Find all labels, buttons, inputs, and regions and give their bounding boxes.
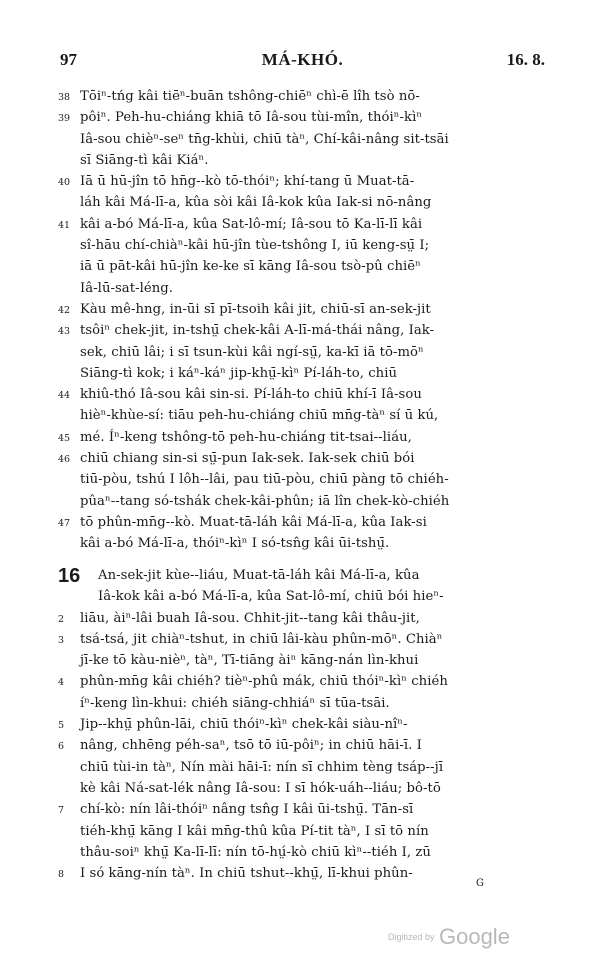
line-text: Iâ-lū-sat-léng. — [80, 280, 173, 296]
line-text: jī-ke tō kàu-nièⁿ, tàⁿ, Tī-tiāng àiⁿ kāng-nán lìn-khui — [80, 653, 419, 669]
text-line — [58, 608, 548, 629]
verse-number: 5 — [58, 720, 65, 732]
line-text: Siāng-tì kok; i káⁿ-káⁿ jip-khṳ̄-kìⁿ Pí-láh-to, chiū — [80, 365, 398, 381]
verse-number: 39 — [58, 113, 71, 125]
line-text: pôiⁿ. Peh-hu-chiáng khiā tō Iâ-sou tùi-mîn, thóiⁿ-kìⁿ — [80, 110, 423, 126]
verse-number: 43 — [58, 326, 71, 338]
chapter-verse-reference: 16. 8. — [506, 50, 545, 69]
verse-number: 7 — [58, 805, 65, 817]
text-line — [58, 469, 548, 490]
line-text: láh kâi Má-lī-a, kûa sòi kâi Iâ-kok kûa Iak-si nō-nâng — [80, 195, 432, 211]
line-text: kâi a-bó Má-lī-a, thóiⁿ-kìⁿ I só-tsn̂g kâi ūi-tshṳ̄. — [80, 536, 390, 552]
text-line — [58, 129, 548, 150]
text-line — [58, 735, 548, 756]
verse-number: 38 — [58, 92, 71, 103]
text-line — [58, 650, 548, 671]
verse-number: 3 — [58, 634, 65, 646]
verse-number: 45 — [58, 432, 71, 444]
line-text: sī Siāng-tì kâi Kiáⁿ. — [80, 152, 209, 168]
text-line — [58, 693, 548, 714]
text-line — [58, 299, 548, 320]
line-text: iā ū pāt-kâi hū-jîn ke-ke sī kāng Iâ-sou tsò-pû chiēⁿ — [80, 259, 421, 275]
text-line — [58, 448, 548, 469]
verse-number: 6 — [58, 741, 65, 753]
line-text: I só kāng-nín tàⁿ. In chiū tshut--khṳ̄, lī-khui phûn- — [80, 866, 413, 882]
line-text: Iā ū hū-jîn tō hn̄g--kò tō-thóiⁿ; khí-tang ū Muat-tā- — [80, 174, 415, 190]
line-text: An-sek-jit kùe--liáu, Muat-tā-láh kâi Má-lī-a, kûa — [98, 568, 420, 583]
text-line — [58, 363, 548, 384]
watermark-prefix: Digitized by — [388, 932, 435, 942]
text-line — [58, 256, 548, 277]
line-text: Jip--khṳ̄ phûn-lāi, chiū thóiⁿ-kìⁿ chek-kâi siàu-nîⁿ- — [80, 717, 408, 733]
line-text: kè kâi Ná-sat-lék nâng Iâ-sou: I sī hók-uáh--liáu; bô-tō — [80, 780, 441, 796]
line-text: Tōiⁿ-tńg kâi tiēⁿ-buān tshông-chiēⁿ chì-ē lîh tsò nō- — [80, 89, 420, 104]
line-text: Iâ-sou chièⁿ-seⁿ tn̄g-khùi, chiū tàⁿ, Chí-kâi-nâng sit-tsāi — [80, 131, 449, 147]
text-line — [58, 671, 548, 692]
verse-number: 46 — [58, 454, 71, 466]
text-line — [58, 320, 548, 341]
line-text: íⁿ-keng lìn-khui: chiéh siāng-chhiáⁿ sī tūa-tsāi. — [80, 695, 390, 711]
text-line — [58, 342, 548, 363]
line-text: tō phûn-mn̄g--kò. Muat-tā-láh kâi Má-lī-a, kûa Iak-si — [80, 514, 427, 530]
line-text: phûn-mn̄g kâi chiéh? tièⁿ-phû mák, chiū thóiⁿ-kìⁿ chiéh — [80, 674, 448, 690]
signature-mark: G — [476, 878, 484, 889]
page-number: 97 — [60, 50, 77, 69]
text-line — [58, 235, 548, 256]
text-line — [58, 757, 548, 778]
text-line — [58, 629, 548, 650]
text-line — [58, 863, 548, 884]
line-text: chí-kò: nín lâi-thóiⁿ nâng tsn̂g I kâi ūi-tshṳ̄. Tān-sī — [80, 802, 414, 818]
text-line — [58, 586, 548, 607]
running-title: MÁ-KHÓ. — [261, 50, 344, 69]
text-line — [58, 405, 548, 426]
text-line — [58, 427, 548, 448]
line-text: tsôiⁿ chek-jit, in-tshṳ̄ chek-kâi A-lī-má-thái nâng, Iak- — [80, 323, 435, 339]
text-line — [58, 150, 548, 171]
text-line — [58, 278, 548, 299]
line-text: nâng, chhēng péh-saⁿ, tsō tō iū-pôiⁿ; in chiū hāi-ī. I — [80, 738, 422, 754]
running-header — [60, 50, 545, 72]
text-line — [58, 107, 548, 128]
watermark-brand: Google — [438, 924, 510, 949]
verse-number: 4 — [58, 677, 65, 689]
digitized-watermark — [388, 924, 510, 950]
line-text: chiū tùi-in tàⁿ, Nín mài hāi-ī: nín sī chhim tèng tsáp--jī — [80, 759, 444, 775]
verse-number: 41 — [58, 219, 71, 231]
text-line — [58, 799, 548, 820]
line-text: sî-hāu chí-chiàⁿ-kâi hū-jîn tùe-tshông I, iū keng-sṳ̄ I; — [80, 238, 430, 254]
line-text: hièⁿ-khùe-sí: tiāu peh-hu-chiáng chiū mn̄g-tàⁿ sí ū kú, — [80, 408, 439, 424]
text-line — [58, 778, 548, 799]
text-line — [58, 842, 548, 863]
verse-number: 47 — [58, 517, 71, 529]
line-text: sek, chiū lâi; i sī tsun-kùi kâi ngí-sṳ̄, ka-kī iā tō-mōⁿ — [80, 344, 424, 360]
text-line — [58, 86, 548, 107]
verse-number: 44 — [58, 390, 71, 402]
text-line — [58, 491, 548, 512]
line-text: kâi a-bó Má-lī-a, kûa Sat-lô-mí; Iâ-sou tō Ka-lī-lī kâi — [80, 216, 423, 232]
line-text: mé. Íⁿ-keng tshông-tō peh-hu-chiáng tit-tsai--liáu, — [80, 429, 412, 445]
line-text: liāu, àiⁿ-lâi buah Iâ-sou. Chhit-jit--tang kâi thâu-jit, — [80, 610, 420, 626]
line-text: thâu-soiⁿ khṳ̄ Ka-lī-lī: nín tō-hṳ́-kò chiū kìⁿ--tiéh I, zū — [80, 844, 431, 860]
verse-number: 42 — [58, 304, 71, 316]
text-line — [58, 384, 548, 405]
chapter-15-text — [58, 86, 548, 555]
line-text: Iâ-kok kâi a-bó Má-lī-a, kûa Sat-lô-mí, chiū bói hieⁿ- — [98, 589, 444, 605]
text-line — [58, 714, 548, 735]
text-line — [58, 192, 548, 213]
text-line — [58, 533, 548, 554]
text-line — [58, 565, 548, 586]
line-text: tiéh-khṳ̄ kāng I kâi mn̄g-thû kûa Pí-tit tàⁿ, I sī tō nín — [80, 823, 429, 839]
verse-number: 8 — [58, 869, 65, 881]
line-text: tiū-pòu, tshú I lôh--lâi, pau tiū-pòu, chiū pàng tō chiéh- — [80, 472, 449, 488]
line-text: Kàu mê-hng, in-ūi sī pī-tsoih kâi jit, chiū-sī an-sek-jit — [80, 301, 431, 317]
chapter-16-text — [58, 565, 548, 884]
chapter-number: 16 — [58, 565, 81, 587]
verse-number: 40 — [58, 177, 71, 189]
text-line — [58, 214, 548, 235]
line-text: tsá-tsá, jit chiàⁿ-tshut, in chiū lâi-kàu phûn-mōⁿ. Chiàⁿ — [80, 631, 443, 647]
text-line — [58, 171, 548, 192]
line-text: chiū chiang sin-si sṳ̄-pun Iak-sek. Iak-sek chiū bói — [80, 451, 415, 467]
verse-number: 2 — [58, 613, 65, 625]
text-line — [58, 512, 548, 533]
line-text: khiû-thó Iâ-sou kâi sin-si. Pí-láh-to chiū khí-ī Iâ-sou — [80, 387, 422, 403]
text-line — [58, 821, 548, 842]
line-text: pûaⁿ--tang só-tshák chek-kâi-phûn; iā lîn chek-kò-chiéh — [80, 493, 450, 509]
